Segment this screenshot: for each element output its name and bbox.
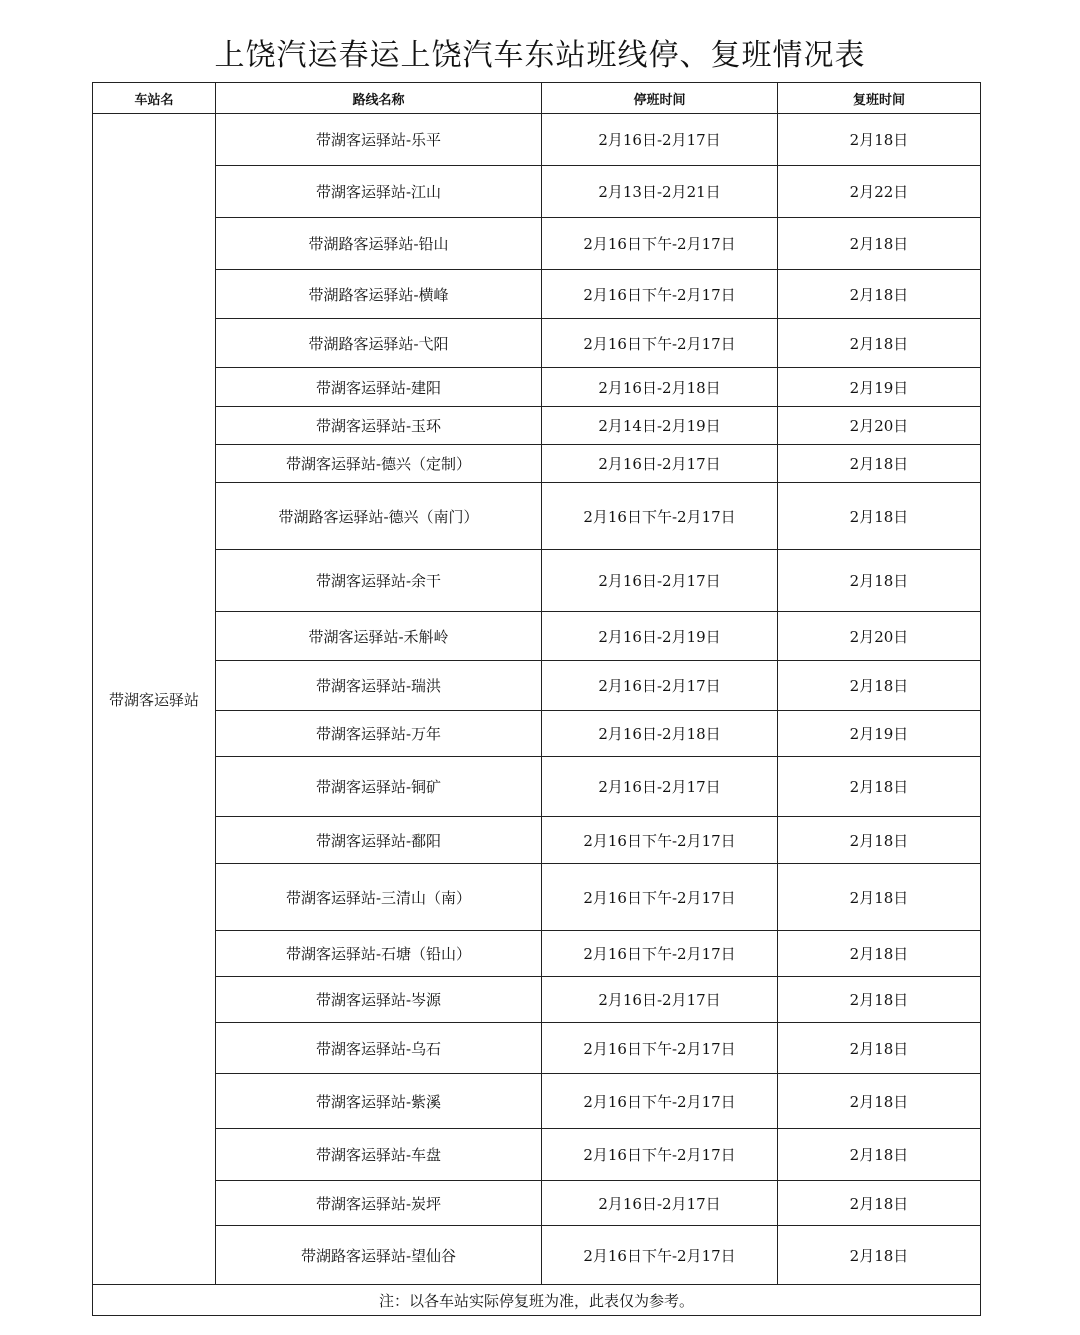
stop-time: 2月13日-2月21日: [542, 166, 778, 218]
table-row: [93, 612, 981, 661]
route-name: 带湖客运驿站-三清山（南）: [216, 864, 542, 931]
table-row: [93, 757, 981, 817]
table-row: [93, 550, 981, 612]
table-row: [93, 319, 981, 368]
table-row: [93, 1023, 981, 1074]
table-row: [93, 483, 981, 550]
table-row: [93, 270, 981, 319]
page-title: 上饶汽运春运上饶汽车东站班线停、复班情况表: [214, 38, 866, 73]
resume-time: 2月18日: [778, 931, 981, 977]
resume-time: 2月18日: [778, 864, 981, 931]
stop-time: 2月16日-2月18日: [542, 711, 778, 757]
resume-time: 2月18日: [778, 114, 981, 166]
route-name: 带湖客运驿站-瑞洪: [216, 661, 542, 711]
stop-time: 2月16日-2月17日: [542, 977, 778, 1023]
stop-time: 2月16日-2月18日: [542, 368, 778, 407]
table-row: [93, 661, 981, 711]
table-row: [93, 166, 981, 218]
route-name: 带湖客运驿站-乐平: [216, 114, 542, 166]
route-name: 带湖客运驿站-鄱阳: [216, 817, 542, 864]
table-body: [93, 114, 981, 1285]
resume-time: 2月18日: [778, 757, 981, 817]
resume-time: 2月18日: [778, 445, 981, 483]
route-name: 带湖路客运驿站-铅山: [216, 218, 542, 270]
table-row: [93, 864, 981, 931]
resume-time: 2月19日: [778, 711, 981, 757]
route-name: 带湖客运驿站-紫溪: [216, 1074, 542, 1129]
stop-time: 2月16日-2月17日: [542, 661, 778, 711]
route-name: 带湖客运驿站-岑源: [216, 977, 542, 1023]
resume-time: 2月19日: [778, 368, 981, 407]
resume-time: 2月18日: [778, 1129, 981, 1181]
resume-time: 2月18日: [778, 977, 981, 1023]
header-route: 路线名称: [216, 83, 542, 114]
header-resume-time: 复班时间: [778, 83, 981, 114]
table-row: [93, 218, 981, 270]
table-row: [93, 1181, 981, 1226]
table-row: [93, 817, 981, 864]
table-row: [93, 1226, 981, 1285]
route-name: 带湖客运驿站-车盘: [216, 1129, 542, 1181]
stop-time: 2月14日-2月19日: [542, 407, 778, 445]
stop-time: 2月16日下午-2月17日: [542, 319, 778, 368]
stop-time: 2月16日-2月19日: [542, 612, 778, 661]
table-note: 注：以各车站实际停复班为准，此表仅为参考。: [93, 1285, 981, 1316]
stop-time: 2月16日-2月17日: [542, 445, 778, 483]
table-row: [93, 114, 981, 166]
route-name: 带湖客运驿站-禾斛岭: [216, 612, 542, 661]
route-name: 带湖路客运驿站-弋阳: [216, 319, 542, 368]
resume-time: 2月20日: [778, 407, 981, 445]
route-name: 带湖客运驿站-德兴（定制）: [216, 445, 542, 483]
route-name: 带湖客运驿站-万年: [216, 711, 542, 757]
resume-time: 2月22日: [778, 166, 981, 218]
route-name: 带湖客运驿站-铜矿: [216, 757, 542, 817]
stop-time: 2月16日下午-2月17日: [542, 270, 778, 319]
table-row: [93, 407, 981, 445]
stop-time: 2月16日下午-2月17日: [542, 817, 778, 864]
route-name: 带湖路客运驿站-横峰: [216, 270, 542, 319]
stop-time: 2月16日下午-2月17日: [542, 1129, 778, 1181]
resume-time: 2月18日: [778, 483, 981, 550]
stop-time: 2月16日-2月17日: [542, 114, 778, 166]
resume-time: 2月18日: [778, 817, 981, 864]
schedule-table: [92, 82, 981, 1316]
stop-time: 2月16日下午-2月17日: [542, 864, 778, 931]
resume-time: 2月18日: [778, 661, 981, 711]
route-name: 带湖路客运驿站-德兴（南门）: [216, 483, 542, 550]
table-row: [93, 1129, 981, 1181]
table-row: [93, 711, 981, 757]
table-row: [93, 368, 981, 407]
resume-time: 2月18日: [778, 550, 981, 612]
resume-time: 2月18日: [778, 319, 981, 368]
note-row: [93, 1285, 981, 1316]
resume-time: 2月18日: [778, 1226, 981, 1285]
stop-time: 2月16日下午-2月17日: [542, 483, 778, 550]
stop-time: 2月16日下午-2月17日: [542, 1226, 778, 1285]
route-name: 带湖客运驿站-玉环: [216, 407, 542, 445]
stop-time: 2月16日下午-2月17日: [542, 931, 778, 977]
header-station: 车站名: [93, 83, 216, 114]
resume-time: 2月18日: [778, 218, 981, 270]
stop-time: 2月16日下午-2月17日: [542, 1023, 778, 1074]
resume-time: 2月18日: [778, 1023, 981, 1074]
stop-time: 2月16日-2月17日: [542, 757, 778, 817]
route-name: 带湖路客运驿站-望仙谷: [216, 1226, 542, 1285]
resume-time: 2月18日: [778, 1181, 981, 1226]
resume-time: 2月20日: [778, 612, 981, 661]
route-name: 带湖客运驿站-余干: [216, 550, 542, 612]
stop-time: 2月16日-2月17日: [542, 550, 778, 612]
route-name: 带湖客运驿站-石塘（铅山）: [216, 931, 542, 977]
table-row: [93, 977, 981, 1023]
route-name: 带湖客运驿站-建阳: [216, 368, 542, 407]
table-row: [93, 445, 981, 483]
route-name: 带湖客运驿站-江山: [216, 166, 542, 218]
header-stop-time: 停班时间: [542, 83, 778, 114]
route-name: 带湖客运驿站-炭坪: [216, 1181, 542, 1226]
station-name: 带湖客运驿站: [93, 114, 216, 1285]
stop-time: 2月16日-2月17日: [542, 1181, 778, 1226]
table-row: [93, 1074, 981, 1129]
resume-time: 2月18日: [778, 1074, 981, 1129]
table-row: [93, 931, 981, 977]
stop-time: 2月16日下午-2月17日: [542, 1074, 778, 1129]
resume-time: 2月18日: [778, 270, 981, 319]
stop-time: 2月16日下午-2月17日: [542, 218, 778, 270]
header-row: [93, 83, 981, 114]
route-name: 带湖客运驿站-乌石: [216, 1023, 542, 1074]
